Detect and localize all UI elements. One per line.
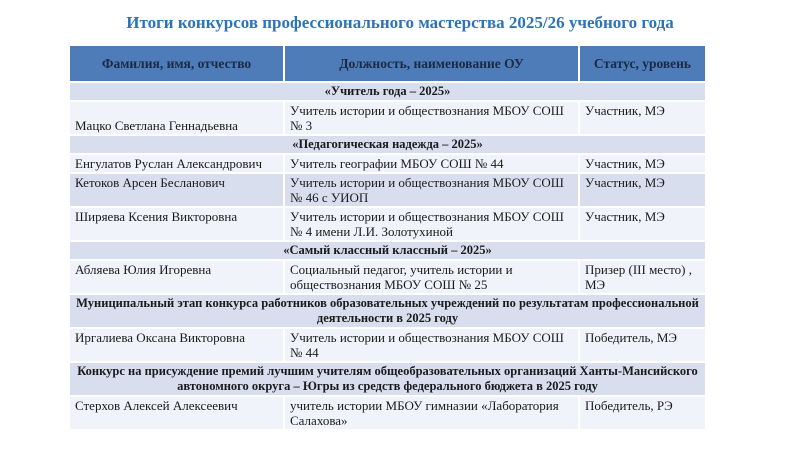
entry-position-cell: Учитель истории и обществознания МБОУ СОШ № 3 bbox=[284, 101, 579, 135]
section-row bbox=[69, 82, 706, 101]
entry-row bbox=[69, 173, 706, 207]
entry-row bbox=[69, 260, 706, 294]
section-row-cell: «Самый классный классный – 2025» bbox=[69, 241, 706, 260]
entry-name-cell: Стерхов Алексей Алексеевич bbox=[69, 396, 284, 430]
entry-row bbox=[69, 396, 706, 430]
entry-position-cell: Учитель географии МБОУ СОШ № 44 bbox=[284, 154, 579, 173]
entry-status-cell: Победитель, РЭ bbox=[579, 396, 706, 430]
entry-name-cell: Мацко Светлана Геннадьевна bbox=[69, 101, 284, 135]
entry-name-cell: Кетоков Арсен Бесланович bbox=[69, 173, 284, 207]
entry-position-cell: Учитель истории и обществознания МБОУ СОШ № 44 bbox=[284, 328, 579, 362]
entry-position-cell: Учитель истории и обществознания МБОУ СОШ № 4 имени Л.И. Золотухиной bbox=[284, 207, 579, 241]
entry-row bbox=[69, 154, 706, 173]
header-cell-fullname: Фамилия, имя, отчество bbox=[69, 45, 284, 82]
section-row-cell: «Учитель года – 2025» bbox=[69, 82, 706, 101]
entry-status-cell: Участник, МЭ bbox=[579, 173, 706, 207]
entry-name-cell: Абляева Юлия Игоревна bbox=[69, 260, 284, 294]
entry-row bbox=[69, 101, 706, 135]
entry-name-cell: Енгулатов Руслан Александрович bbox=[69, 154, 284, 173]
section-row-cell: «Педагогическая надежда – 2025» bbox=[69, 135, 706, 154]
table-header-row bbox=[69, 45, 706, 82]
table-body bbox=[69, 82, 706, 430]
entry-status-cell: Участник, МЭ bbox=[579, 207, 706, 241]
section-row bbox=[69, 362, 706, 396]
page-title: Итоги конкурсов профессионального мастерства 2025/26 учебного года bbox=[126, 13, 674, 32]
entry-name-cell: Ширяева Ксения Викторовна bbox=[69, 207, 284, 241]
entry-status-cell: Участник, МЭ bbox=[579, 101, 706, 135]
entry-position-cell: учитель истории МБОУ гимназии «Лаборатория Салахова» bbox=[284, 396, 579, 430]
section-row-cell: Конкурс на присуждение премий лучшим учителям общеобразовательных организаций Ханты-Мансийского автономного округа – Югры из средств федерального бюджета в 2025 году bbox=[69, 362, 706, 396]
entry-position-cell: Социальный педагог, учитель истории и обществознания МБОУ СОШ № 25 bbox=[284, 260, 579, 294]
entry-row bbox=[69, 328, 706, 362]
header-cell-position: Должность, наименование ОУ bbox=[284, 45, 579, 82]
section-row bbox=[69, 294, 706, 328]
entry-position-cell: Учитель истории и обществознания МБОУ СОШ № 46 с УИОП bbox=[284, 173, 579, 207]
entry-name-cell: Иргалиева Оксана Викторовна bbox=[69, 328, 284, 362]
header-cell-status: Статус, уровень bbox=[579, 45, 706, 82]
entry-row bbox=[69, 207, 706, 241]
entry-status-cell: Призер (III место) , МЭ bbox=[579, 260, 706, 294]
section-row bbox=[69, 135, 706, 154]
section-row-cell: Муниципальный этап конкурса работников образовательных учреждений по результатам профессиональной деятельности в 2025 году bbox=[69, 294, 706, 328]
entry-status-cell: Победитель, МЭ bbox=[579, 328, 706, 362]
section-row bbox=[69, 241, 706, 260]
results-table bbox=[68, 44, 707, 431]
entry-status-cell: Участник, МЭ bbox=[579, 154, 706, 173]
